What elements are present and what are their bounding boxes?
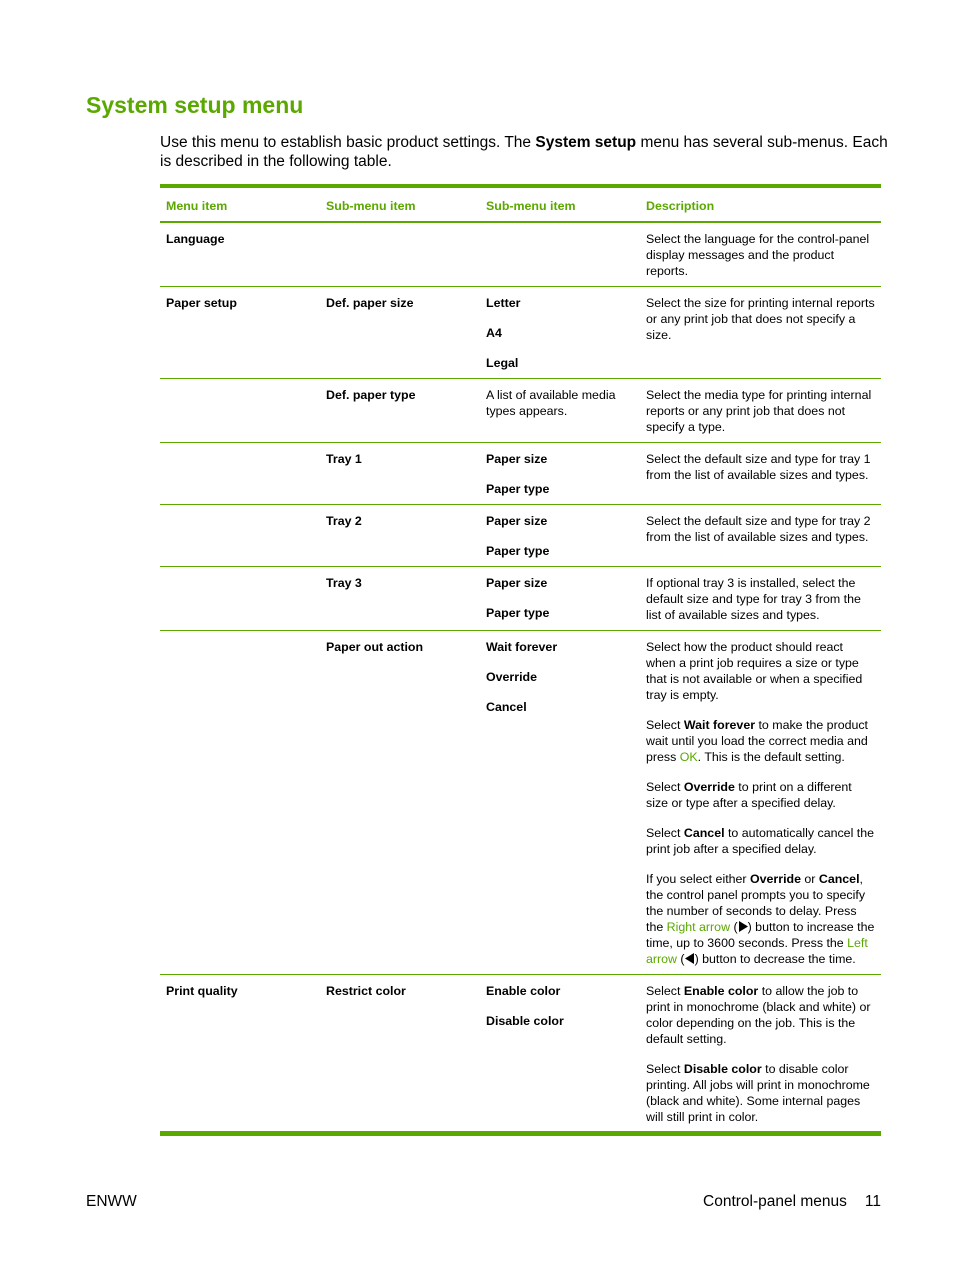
page-number: 11	[864, 1193, 881, 1210]
desc-text: to make the product wait until you load the correct media and press	[646, 718, 869, 764]
intro-paragraph	[160, 133, 900, 171]
desc-text: If you select either	[646, 872, 750, 886]
desc-text: to automatically cancel the print job after a specified delay.	[646, 826, 874, 856]
menu-item-cell	[160, 567, 320, 631]
page-title: System setup menu	[86, 92, 304, 118]
footer-publisher: ENWW	[86, 1193, 137, 1210]
desc-text: or	[800, 872, 819, 886]
sub-menu-items-cell	[480, 443, 640, 505]
right-arrow-label: Right arrow	[666, 920, 731, 934]
desc-paragraph: Select how the product should react when a print job requires a size or type that is not available or when a specified tray is empty.	[646, 640, 863, 702]
desc-text: Select	[646, 826, 684, 840]
table-row	[160, 379, 881, 443]
description-cell: Select the default size and type for tray 1 from the list of available sizes and types.	[640, 443, 881, 505]
right-arrow-icon	[738, 920, 748, 934]
intro-text-end: menu has several sub-menus. Each is described in the following table.	[160, 134, 888, 170]
intro-bold-text: System setup	[535, 134, 637, 151]
description-cell: Select the media type for printing internal reports or any print job that does not specify a type.	[640, 379, 881, 443]
left-arrow-icon	[685, 952, 695, 966]
desc-text: ) button to decrease the time.	[694, 952, 856, 966]
desc-text: ) button to increase the time, up to 3600 seconds. Press the	[646, 920, 875, 950]
desc-text: . This is the default setting.	[697, 750, 845, 764]
desc-text: (	[730, 920, 738, 934]
table-header-row	[160, 186, 881, 222]
menu-item-cell: Paper setup	[160, 287, 320, 379]
header-sub-menu-item: Sub-menu item	[320, 186, 480, 222]
sub-menu-items-cell	[480, 287, 640, 379]
table-row	[160, 287, 881, 379]
desc-text: Select	[646, 780, 684, 794]
menu-item-cell: Print quality	[160, 975, 320, 1134]
sub-menu-cell: Def. paper size	[320, 287, 480, 379]
sub-menu-cell: Tray 3	[320, 567, 480, 631]
menu-item-cell	[160, 505, 320, 567]
sub-menu-items-cell	[480, 975, 640, 1134]
description-cell	[640, 975, 881, 1134]
header-menu-item: Menu item	[160, 186, 320, 222]
desc-bold-text: Enable color	[683, 984, 759, 998]
desc-bold-text: Disable color	[683, 1062, 762, 1076]
desc-paragraph	[646, 717, 875, 765]
ok-button-label: OK	[679, 750, 698, 764]
description-cell: Select the default size and type for tray 2 from the list of available sizes and types.	[640, 505, 881, 567]
footer-section-title: Control-panel menus	[703, 1193, 847, 1210]
desc-text: (	[676, 952, 685, 966]
sub-menu-cell: Tray 1	[320, 443, 480, 505]
desc-text: Select	[646, 718, 684, 732]
desc-paragraph	[646, 825, 875, 857]
table-row	[160, 975, 881, 1134]
header-description: Description	[640, 186, 881, 222]
list-item: Disable color	[486, 1014, 564, 1028]
desc-bold-text: Override	[683, 780, 735, 794]
menu-item-cell	[160, 631, 320, 975]
menu-item-cell	[160, 379, 320, 443]
list-item: Paper size	[486, 452, 548, 466]
desc-text: Select	[646, 984, 684, 998]
footer-section	[703, 1193, 881, 1211]
desc-paragraph	[646, 779, 875, 811]
list-item: Legal	[486, 356, 519, 370]
list-item: Paper type	[486, 482, 550, 496]
list-item: Paper type	[486, 606, 550, 620]
list-item: Enable color	[486, 984, 561, 998]
table-row	[160, 443, 881, 505]
sub-menu-items-cell	[480, 631, 640, 975]
list-item: Paper size	[486, 576, 548, 590]
desc-bold-text: Override	[750, 872, 801, 886]
list-item: A4	[486, 326, 502, 340]
desc-text: to allow the job to print in monochrome (black and white) or color depending on the job. This is the default setting.	[646, 984, 871, 1046]
desc-bold-text: Wait forever	[683, 718, 756, 732]
list-item: Override	[486, 670, 537, 684]
desc-paragraph	[646, 1061, 875, 1125]
sub-menu-cell: Paper out action	[320, 631, 480, 975]
desc-bold-text: Cancel	[818, 872, 860, 886]
sub-menu-cell: Restrict color	[320, 975, 480, 1134]
sub-menu-cell: Tray 2	[320, 505, 480, 567]
header-sub-menu-item-2: Sub-menu item	[480, 186, 640, 222]
sub-menu-items-cell: A list of available media types appears.	[480, 379, 640, 443]
list-item: Cancel	[486, 700, 527, 714]
desc-text: Select	[646, 1062, 684, 1076]
list-item: Paper type	[486, 544, 550, 558]
left-arrow-label: Left arrow	[646, 936, 868, 966]
desc-paragraph	[646, 871, 875, 967]
desc-text: , the control panel prompts you to specify the number of seconds to delay. Press the	[646, 872, 866, 934]
table-row	[160, 505, 881, 567]
table-row	[160, 567, 881, 631]
list-item: Wait forever	[486, 640, 558, 654]
intro-text: Use this menu to establish basic product settings. The	[160, 134, 536, 151]
menu-item-cell	[160, 443, 320, 505]
desc-paragraph	[646, 983, 875, 1047]
sub-menu-cell	[320, 222, 480, 287]
sub-menu-items-cell	[480, 505, 640, 567]
table-row	[160, 222, 881, 287]
desc-text: to disable color printing. All jobs will print in monochrome (black and white). Some internal pages will still print in color.	[646, 1062, 870, 1124]
table-row	[160, 631, 881, 975]
desc-text: to print on a different size or type after a specified delay.	[646, 780, 852, 810]
sub-menu-items-cell	[480, 567, 640, 631]
desc-bold-text: Cancel	[683, 826, 725, 840]
list-item: Letter	[486, 296, 521, 310]
sub-menu-cell	[480, 222, 640, 287]
description-cell: If optional tray 3 is installed, select the default size and type for tray 3 from the list of available sizes and types.	[640, 567, 881, 631]
menu-item-cell: Language	[160, 222, 320, 287]
list-item: Paper size	[486, 514, 548, 528]
description-cell	[640, 631, 881, 975]
description-cell: Select the language for the control-panel display messages and the product reports.	[640, 222, 881, 287]
sub-menu-cell: Def. paper type	[320, 379, 480, 443]
system-setup-table	[160, 184, 881, 1136]
description-cell: Select the size for printing internal reports or any print job that does not specify a size.	[640, 287, 881, 379]
